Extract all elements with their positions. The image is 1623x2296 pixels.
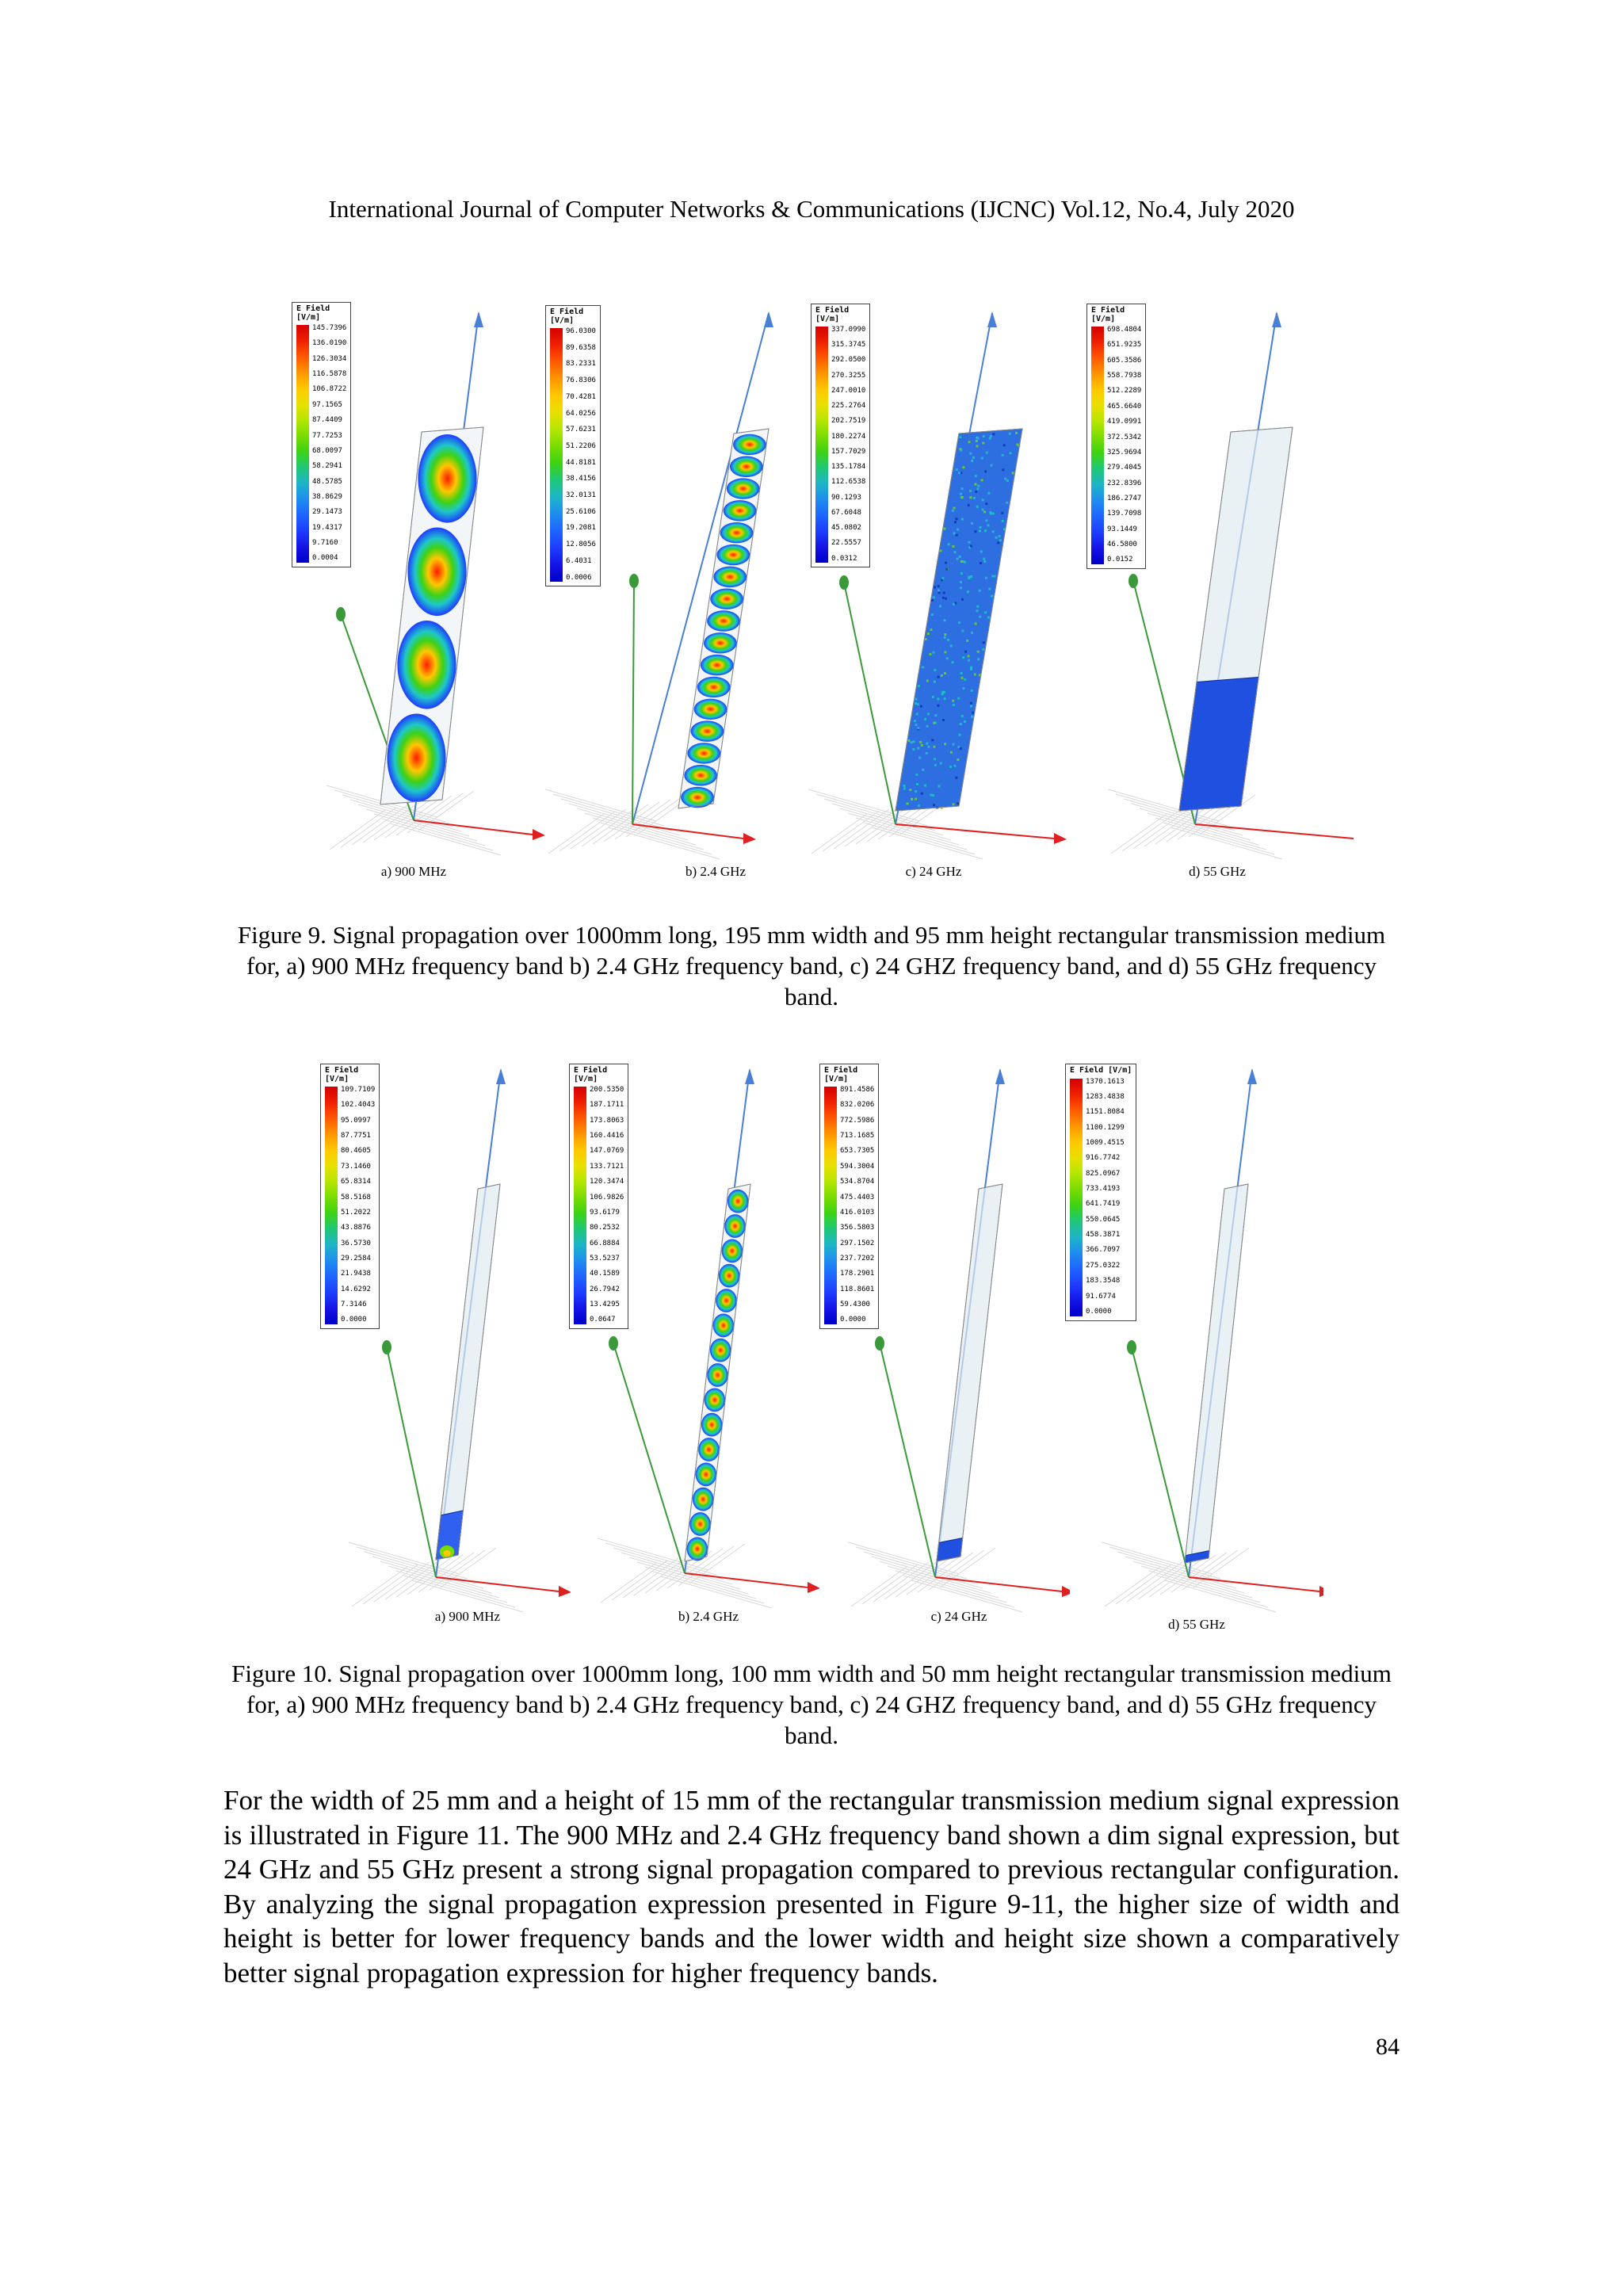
legend-value: 1370.1613: [1086, 1077, 1125, 1086]
legend-value: 106.8722: [312, 385, 347, 394]
legend-value: 13.4295: [590, 1301, 620, 1309]
legend-value: 416.0103: [840, 1208, 875, 1217]
legend-value: 279.4045: [1107, 464, 1142, 472]
legend-value: 465.6640: [1107, 402, 1142, 411]
figure-9-caption: Figure 9. Signal propagation over 1000mm long, 195 mm width and 95 mm height rectangular transmission medium for, a) 900 MHz frequency band b) 2.4 GHz frequency band, c) 24 GHZ frequency band, and d) 55 GHz frequency band.: [237, 921, 1386, 1010]
figure-panel: [545, 297, 775, 879]
y-axis: [880, 1343, 935, 1577]
field-lobe: [697, 677, 731, 697]
y-axis: [613, 1343, 685, 1573]
legend-value: 29.2584: [341, 1254, 371, 1263]
field-lobe: [733, 434, 766, 455]
body-paragraph: For the width of 25 mm and a height of 15 mm of the rectangular transmission medium signal expression is illustrated in Figure 11. The 900 MHz and 2.4 GHz frequency band shown a dim signal expression, but 24 GHz and 55 GHz present a strong signal propagation compared to previous rectangular configuration. By analyzing the signal propagation expression presented in Figure 9-11, the higher size of width and height is better for lower frequency bands and the lower width and height size shown a comparatively better signal propagation expression for higher frequency bands.: [223, 1785, 1400, 1988]
legend-value: 832.0206: [840, 1101, 875, 1110]
legend-value: 22.5557: [831, 539, 861, 548]
legend-value: 0.0006: [566, 573, 592, 582]
legend-value: 80.4605: [341, 1147, 371, 1156]
field-lobe: [716, 1289, 737, 1312]
legend-value: 80.2532: [590, 1224, 620, 1232]
legend-value: 38.8629: [312, 492, 342, 501]
field-lobe: [727, 1190, 749, 1213]
legend-value: 337.0990: [831, 326, 866, 334]
legend-value: 200.5350: [590, 1086, 624, 1094]
legend-value: 135.1784: [831, 463, 866, 472]
legend-value: 9.7160: [312, 539, 338, 548]
legend-value: 297.1502: [840, 1239, 875, 1247]
legend-value: 698.4804: [1107, 326, 1142, 334]
legend-value: 270.3255: [831, 371, 866, 380]
legend-value: 51.2022: [341, 1208, 371, 1217]
legend-value: 83.2331: [566, 360, 596, 369]
legend-value: 178.2901: [840, 1270, 875, 1278]
legend-value: 66.8884: [590, 1239, 620, 1247]
legend-value: 109.7109: [341, 1086, 376, 1094]
y-axis: [632, 581, 634, 824]
x-axis: [414, 820, 533, 835]
legend-value: 292.0500: [831, 356, 866, 365]
legend-value: 891.4586: [840, 1086, 875, 1094]
panel-label: a) 900 MHz: [434, 1609, 501, 1624]
panel-label: d) 55 GHz: [1189, 864, 1246, 879]
legend-value: 315.3745: [831, 341, 866, 350]
field-lobe: [694, 699, 727, 720]
legend-value: 14.6292: [341, 1285, 371, 1293]
field-lobe: [687, 743, 720, 763]
field-lobe: [710, 588, 743, 609]
field-lobe: [691, 720, 724, 741]
field-lobe: [724, 500, 757, 521]
journal-header: International Journal of Computer Networks & Communications (IJCNC) Vol.12, No.4, July 2020: [328, 195, 1295, 223]
panel-label: c) 24 GHz: [930, 1609, 987, 1624]
legend-value: 29.1473: [312, 508, 342, 517]
field-lobe: [727, 478, 760, 499]
field-lobe: [713, 567, 747, 587]
legend-value: 133.7121: [590, 1162, 624, 1171]
legend-value: 26.7942: [590, 1285, 620, 1293]
legend-value: 651.9235: [1107, 341, 1142, 350]
legend-value: 57.6231: [566, 426, 596, 434]
legend-value: 0.0647: [590, 1316, 616, 1324]
legend-value: 106.9826: [590, 1193, 624, 1201]
legend-value: 247.0010: [831, 386, 866, 395]
legend-value: 126.3034: [312, 354, 347, 363]
legend-value: 183.3548: [1086, 1277, 1121, 1286]
legend-title: E Field [V/m]: [296, 304, 330, 322]
field-legend: [1065, 1064, 1136, 1321]
figure-panel: [1084, 297, 1354, 879]
legend-value: 12.8056: [566, 541, 596, 549]
legend-value: 160.4416: [590, 1132, 624, 1140]
legend-color-bar: [824, 1087, 837, 1324]
legend-value: 87.7751: [341, 1132, 371, 1140]
legend-value: 145.7396: [312, 324, 347, 332]
legend-value: 147.0769: [590, 1147, 624, 1156]
field-lobe: [397, 621, 456, 709]
legend-value: 19.4317: [312, 523, 342, 532]
field-lobe: [713, 1313, 735, 1337]
field-lobe: [701, 655, 734, 675]
legend-value: 713.1685: [840, 1132, 875, 1140]
legend-value: 366.7097: [1086, 1246, 1121, 1255]
legend-value: 916.7742: [1086, 1154, 1121, 1163]
figure-panel: [287, 297, 556, 879]
legend-color-bar: [550, 328, 563, 582]
figure-panel: [1062, 1054, 1323, 1632]
legend-value: 19.2081: [566, 524, 596, 533]
figure-panel: [317, 1054, 571, 1624]
legend-value: 605.3586: [1107, 356, 1142, 365]
legend-title: E Field [V/m]: [1070, 1066, 1132, 1075]
legend-title: E Field [V/m]: [815, 306, 850, 323]
legend-value: 73.1460: [341, 1162, 371, 1171]
legend-value: 202.7519: [831, 417, 866, 426]
legend-value: 1151.8084: [1086, 1108, 1125, 1117]
legend-value: 59.4300: [840, 1301, 870, 1309]
field-lobe: [704, 632, 737, 653]
legend-value: 40.1589: [590, 1270, 620, 1278]
legend-value: 0.0004: [312, 554, 338, 563]
legend-value: 45.0802: [831, 524, 861, 533]
legend-value: 0.0000: [1086, 1307, 1112, 1316]
panel-label: b) 2.4 GHz: [678, 1609, 739, 1624]
legend-value: 90.1293: [831, 493, 861, 502]
legend-value: 112.6538: [831, 478, 866, 487]
field-lobe: [689, 1512, 711, 1536]
legend-value: 38.4156: [566, 475, 596, 483]
legend-value: 97.1565: [312, 400, 342, 409]
figure-panel: [816, 1054, 1070, 1624]
legend-color-bar: [1091, 327, 1104, 564]
legend-value: 825.0967: [1086, 1169, 1121, 1178]
legend-value: 232.8396: [1107, 479, 1142, 487]
field-lobe: [418, 434, 476, 523]
legend-value: 534.8704: [840, 1178, 875, 1186]
field-lobe: [710, 1339, 731, 1362]
figure-10-caption: Figure 10. Signal propagation over 1000mm long, 100 mm width and 50 mm height rectangular transmission medium for, a) 900 MHz frequency band b) 2.4 GHz frequency band, c) 24 GHZ frequency band, and d) 55 GHz frequency band.: [231, 1660, 1392, 1749]
legend-value: 0.0312: [831, 554, 857, 563]
legend-value: 77.7253: [312, 431, 342, 440]
field-lobe: [684, 765, 717, 785]
field-legend: [545, 305, 601, 586]
legend-value: 180.2274: [831, 432, 866, 441]
legend-value: 0.0000: [341, 1316, 367, 1324]
legend-value: 120.3474: [590, 1178, 624, 1186]
field-lobe: [716, 544, 750, 565]
field-legend: [819, 1064, 879, 1329]
legend-value: 225.2764: [831, 402, 866, 411]
legend-value: 458.3871: [1086, 1231, 1121, 1240]
legend-value: 58.5168: [341, 1193, 371, 1201]
x-axis: [685, 1573, 808, 1587]
field-lobe: [387, 713, 445, 802]
field-legend: [1086, 304, 1146, 569]
legend-value: 512.2289: [1107, 387, 1142, 395]
legend-value: 1009.4515: [1086, 1138, 1125, 1147]
legend-value: 0.0152: [1107, 556, 1133, 564]
field-lobe: [724, 1214, 746, 1238]
legend-value: 70.4281: [566, 392, 596, 401]
legend-color-bar: [296, 325, 309, 563]
legend-value: 372.5342: [1107, 433, 1142, 441]
legend-value: 51.2206: [566, 441, 596, 450]
legend-value: 93.6179: [590, 1208, 620, 1217]
legend-value: 1283.4838: [1086, 1092, 1125, 1101]
legend-title: E Field [V/m]: [574, 1066, 608, 1083]
legend-title: E Field [V/m]: [325, 1066, 359, 1083]
panel-label: a) 900 MHz: [380, 864, 447, 879]
legend-value: 93.1449: [1107, 525, 1137, 533]
legend-value: 25.6106: [566, 507, 596, 516]
legend-value: 87.4409: [312, 416, 342, 425]
legend-value: 136.0190: [312, 339, 347, 348]
field-region: [1179, 677, 1258, 811]
figure-9: [0, 297, 1623, 880]
legend-value: 641.7419: [1086, 1200, 1121, 1209]
legend-value: 102.4043: [341, 1101, 376, 1110]
field-lobe: [705, 1388, 726, 1412]
legend-value: 157.7029: [831, 447, 866, 456]
legend-value: 139.7098: [1107, 510, 1142, 518]
legend-value: 91.6774: [1086, 1292, 1116, 1301]
figure-10: [0, 1054, 1623, 1632]
legend-value: 7.3146: [341, 1301, 367, 1309]
legend-value: 48.5785: [312, 477, 342, 486]
field-lobe: [696, 1462, 717, 1486]
legend-value: 53.5237: [590, 1254, 620, 1263]
legend-value: 58.2941: [312, 462, 342, 471]
legend-title: E Field [V/m]: [1091, 306, 1125, 323]
legend-value: 550.0645: [1086, 1215, 1121, 1224]
panel-label: b) 2.4 GHz: [685, 864, 746, 879]
panel-label: d) 55 GHz: [1168, 1617, 1225, 1632]
legend-value: 475.4403: [840, 1193, 875, 1201]
legend-value: 173.8063: [590, 1116, 624, 1125]
figure-panel: [566, 1054, 819, 1624]
legend-value: 772.5986: [840, 1116, 875, 1125]
legend-value: 95.0997: [341, 1116, 371, 1125]
legend-value: 116.5878: [312, 370, 347, 379]
field-lobe: [701, 1413, 723, 1437]
field-lobe: [722, 1239, 743, 1263]
legend-value: 356.5803: [840, 1224, 875, 1232]
legend-value: 118.8601: [840, 1285, 875, 1293]
legend-title: E Field [V/m]: [824, 1066, 858, 1083]
field-legend: [569, 1064, 628, 1329]
legend-value: 6.4031: [566, 556, 592, 565]
legend-value: 653.7305: [840, 1147, 875, 1156]
legend-value: 237.7202: [840, 1254, 875, 1263]
field-lobe: [681, 787, 714, 808]
panel-label: c) 24 GHz: [905, 864, 962, 879]
legend-value: 46.5800: [1107, 541, 1137, 549]
legend-value: 76.8306: [566, 376, 596, 385]
legend-title: E Field [V/m]: [550, 308, 584, 325]
x-axis: [436, 1577, 559, 1591]
y-axis: [387, 1347, 436, 1577]
field-lobe: [707, 1363, 728, 1387]
legend-value: 419.0991: [1107, 418, 1142, 426]
field-lobe: [730, 457, 763, 477]
legend-value: 186.2747: [1107, 494, 1142, 502]
legend-value: 36.5730: [341, 1239, 371, 1247]
legend-value: 733.4193: [1086, 1185, 1121, 1194]
page-number: 84: [1376, 2034, 1400, 2060]
legend-value: 594.3004: [840, 1162, 875, 1171]
legend-color-bar: [574, 1087, 586, 1324]
legend-value: 43.8876: [341, 1224, 371, 1232]
legend-value: 89.6358: [566, 343, 596, 352]
legend-value: 21.9438: [341, 1270, 371, 1278]
field-lobe: [693, 1488, 714, 1511]
y-axis: [1132, 1347, 1189, 1577]
legend-value: 0.0000: [840, 1316, 866, 1324]
legend-value: 67.6048: [831, 508, 861, 517]
legend-value: 1100.1299: [1086, 1123, 1125, 1132]
legend-value: 68.0097: [312, 446, 342, 455]
legend-value: 187.1711: [590, 1101, 624, 1110]
legend-value: 96.0300: [566, 327, 596, 335]
field-legend: [811, 304, 870, 567]
legend-color-bar: [325, 1087, 338, 1324]
figure-panel: [808, 297, 1078, 879]
legend-value: 325.9694: [1107, 448, 1142, 457]
x-axis: [935, 1577, 1062, 1591]
field-lobe: [720, 522, 754, 543]
legend-value: 32.0131: [566, 491, 596, 500]
field-legend: [320, 1064, 380, 1329]
legend-color-bar: [815, 327, 828, 563]
field-lobe: [707, 610, 740, 631]
field-legend: [292, 302, 351, 567]
field-lobe: [719, 1264, 740, 1288]
legend-value: 64.0256: [566, 409, 596, 418]
legend-value: 65.8314: [341, 1178, 371, 1186]
legend-color-bar: [1070, 1079, 1083, 1316]
legend-value: 275.0322: [1086, 1261, 1121, 1270]
legend-value: 558.7938: [1107, 372, 1142, 380]
field-lobe: [698, 1438, 720, 1461]
legend-value: 44.8181: [566, 458, 596, 467]
y-axis: [844, 583, 896, 824]
field-lobe: [407, 527, 466, 616]
x-axis: [1189, 1577, 1319, 1591]
